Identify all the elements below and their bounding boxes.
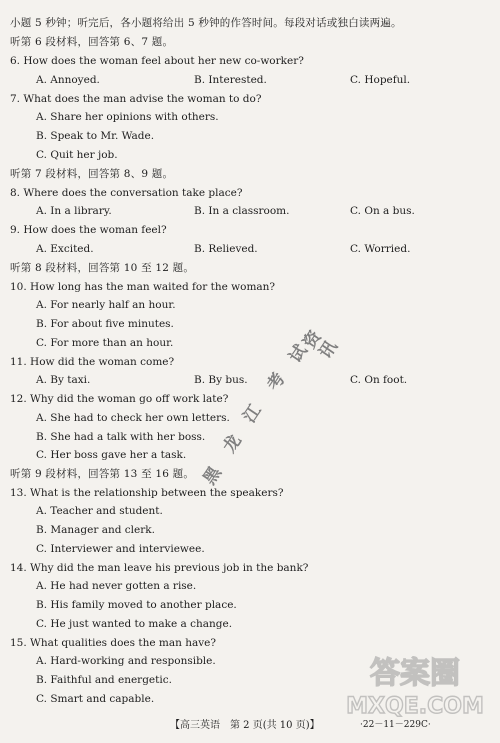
watermark-char: 江 bbox=[239, 401, 266, 427]
svg-text:答案圈: 答案圈 bbox=[370, 656, 460, 691]
section-heading-7: 听第 7 段材料，回答第 8、9 题。 bbox=[10, 168, 174, 180]
option-7b: B. Speak to Mr. Wade. bbox=[36, 130, 155, 142]
page-footer: 【高三英语 第 2 页(共 10 页)】 bbox=[170, 720, 320, 731]
watermark-char: 资 bbox=[299, 327, 326, 353]
option-14a: A. He had never gotten a rise. bbox=[36, 580, 197, 592]
question-14: 14. Why did the man leave his previous job in the bank? bbox=[10, 562, 309, 574]
option-b: B. Interested. bbox=[194, 74, 267, 86]
watermark-logo-icon bbox=[340, 649, 490, 719]
option-15a: A. Hard-working and responsible. bbox=[36, 655, 216, 667]
option-c: C. On a bus. bbox=[350, 205, 415, 217]
option-12c: C. Her boss gave her a task. bbox=[36, 449, 187, 461]
question-7: 7. What does the man advise the woman to do? bbox=[10, 93, 262, 105]
options-row-11 bbox=[0, 371, 500, 390]
option-7a: A. Share her opinions with others. bbox=[36, 111, 219, 123]
svg-text:MXQE.COM: MXQE.COM bbox=[346, 694, 484, 719]
option-c: C. On foot. bbox=[350, 374, 408, 386]
option-14b: B. His family moved to another place. bbox=[36, 599, 237, 611]
watermark-char: 试 bbox=[285, 341, 312, 367]
option-a: A. In a library. bbox=[36, 205, 112, 217]
option-b: B. By bus. bbox=[194, 374, 248, 386]
section-heading-8: 听第 8 段材料，回答第 10 至 12 题。 bbox=[10, 262, 195, 274]
question-10: 10. How long has the man waited for the woman? bbox=[10, 281, 276, 293]
option-10a: A. For nearly half an hour. bbox=[36, 299, 176, 311]
watermark-char: 龙 bbox=[219, 431, 246, 457]
option-c: C. Hopeful. bbox=[350, 74, 411, 86]
question-13: 13. What is the relationship between the speakers? bbox=[10, 487, 284, 499]
option-c: C. Worried. bbox=[350, 243, 411, 255]
watermark-char: 讯 bbox=[315, 337, 342, 363]
option-10b: B. For about five minutes. bbox=[36, 318, 174, 330]
option-7c: C. Quit her job. bbox=[36, 149, 118, 161]
question-8: 8. Where does the conversation take place? bbox=[10, 187, 243, 199]
option-12b: B. She had a talk with her boss. bbox=[36, 431, 206, 443]
option-14c: C. He just wanted to make a change. bbox=[36, 618, 233, 630]
options-row-8 bbox=[0, 202, 500, 221]
watermark-char: 黑 bbox=[199, 463, 226, 489]
section-heading-9: 听第 9 段材料，回答第 13 至 16 题。 bbox=[10, 468, 195, 480]
option-a: A. Excited. bbox=[36, 243, 94, 255]
option-13b: B. Manager and clerk. bbox=[36, 524, 155, 536]
option-a: A. Annoyed. bbox=[36, 74, 100, 86]
option-b: B. In a classroom. bbox=[194, 205, 290, 217]
options-row-9 bbox=[0, 240, 500, 259]
option-12a: A. She had to check her own letters. bbox=[36, 412, 230, 424]
option-15b: B. Faithful and energetic. bbox=[36, 674, 172, 686]
instruction-line bbox=[0, 14, 500, 33]
option-a: A. By taxi. bbox=[36, 374, 91, 386]
section-heading-6 bbox=[0, 33, 500, 52]
option-15c: C. Smart and capable. bbox=[36, 693, 155, 705]
footer-code: ·22－11－229C· bbox=[360, 720, 431, 730]
watermark-char: 考 bbox=[263, 369, 290, 395]
option-13c: C. Interviewer and interviewee. bbox=[36, 543, 205, 555]
section-heading-text: 听第 6 段材料，回答第 6、7 题。 bbox=[10, 36, 174, 48]
option-13a: A. Teacher and student. bbox=[36, 505, 163, 517]
question-6: 6. How does the woman feel about her new co-worker? bbox=[10, 55, 304, 67]
option-10c: C. For more than an hour. bbox=[36, 337, 174, 349]
question-11: 11. How did the woman come? bbox=[10, 356, 175, 368]
question-15: 15. What qualities does the man have? bbox=[10, 637, 217, 649]
options-row-6 bbox=[0, 71, 500, 90]
question-12: 12. Why did the woman go off work late? bbox=[10, 393, 229, 405]
question-9: 9. How does the woman feel? bbox=[10, 224, 167, 236]
instruction-text: 小题 5 秒钟；听完后，各小题将给出 5 秒钟的作答时间。每段对话或独白读两遍。 bbox=[10, 17, 402, 29]
option-b: B. Relieved. bbox=[194, 243, 258, 255]
